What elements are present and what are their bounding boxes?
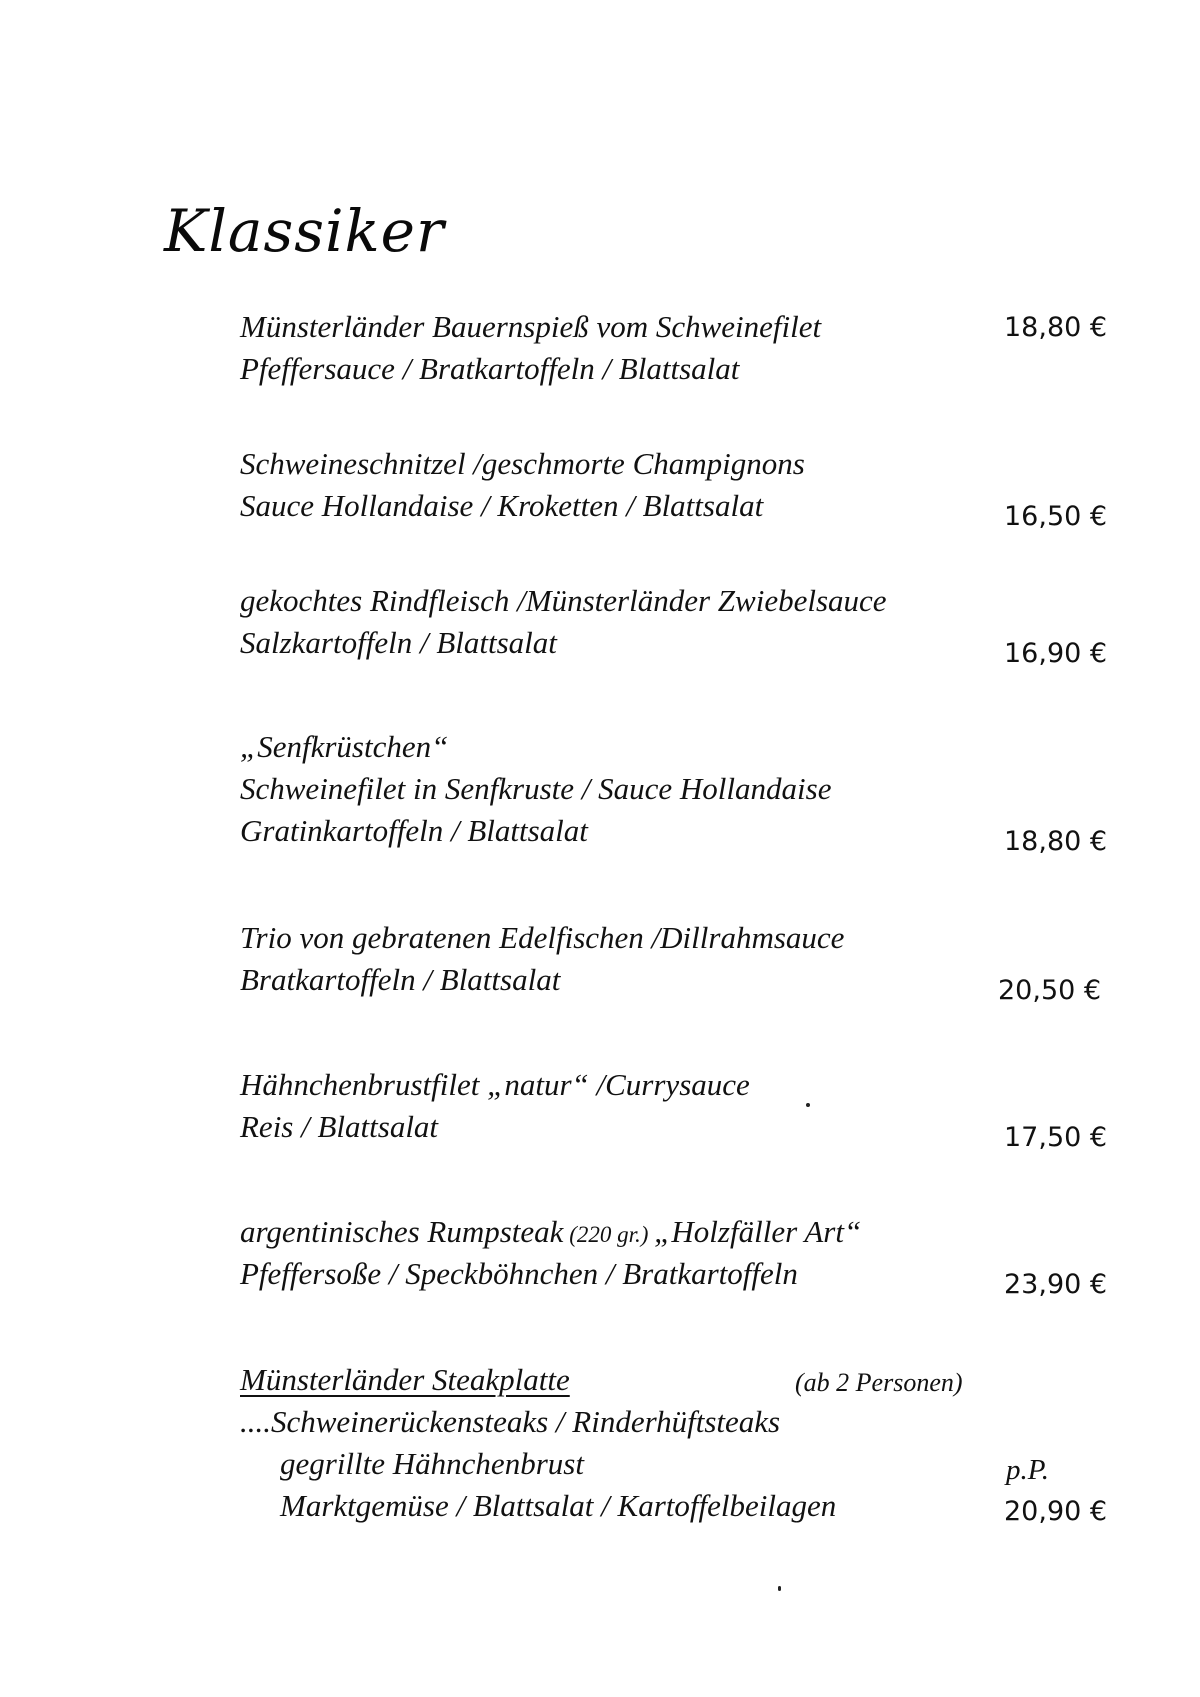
item-2-line-2: Sauce Hollandaise / Kroketten / Blattsalat bbox=[240, 488, 764, 523]
item-4-line-1: „Senfkrüstchen“ bbox=[240, 729, 449, 764]
item-8-line-2: gegrillte Hähnchenbrust bbox=[280, 1446, 584, 1481]
item-8-per-person: p.P. bbox=[1006, 1454, 1049, 1486]
item-4-line-2: Schweinefilet in Senfkruste / Sauce Hollandaise bbox=[240, 771, 832, 806]
item-8-price: 20,90 € bbox=[1004, 1496, 1108, 1527]
ink-speck bbox=[778, 1586, 781, 1591]
item-4-line-3: Gratinkartoffeln / Blattsalat bbox=[240, 813, 588, 848]
item-7-style: „Holzfäller Art“ bbox=[654, 1214, 862, 1249]
item-3-line-2: Salzkartoffeln / Blattsalat bbox=[240, 625, 557, 660]
item-7-line-1 bbox=[240, 1212, 861, 1255]
item-3-price: 16,90 € bbox=[1004, 638, 1108, 669]
item-7-price: 23,90 € bbox=[1004, 1269, 1108, 1300]
item-7-weight: (220 gr.) bbox=[563, 1222, 655, 1247]
item-8-line-3: Marktgemüse / Blattsalat / Kartoffelbeilagen bbox=[280, 1488, 837, 1523]
item-8-heading: Münsterländer Steakplatte bbox=[240, 1362, 570, 1397]
item-2-price: 16,50 € bbox=[1004, 501, 1108, 532]
ink-speck bbox=[806, 1103, 810, 1107]
item-8-note: (ab 2 Personen) bbox=[795, 1368, 963, 1397]
item-6-line-1: Hähnchenbrustfilet „natur“ /Currysauce bbox=[240, 1067, 750, 1102]
item-4-price: 18,80 € bbox=[1004, 826, 1108, 857]
item-2-line-1: Schweineschnitzel /geschmorte Champignons bbox=[240, 446, 805, 481]
item-7-line-2: Pfeffersoße / Speckböhnchen / Bratkartoffeln bbox=[240, 1256, 798, 1291]
item-1-line-1: Münsterländer Bauernspieß vom Schweinefilet bbox=[240, 309, 822, 344]
item-5-price: 20,50 € bbox=[998, 975, 1102, 1006]
item-1-line-2: Pfeffersauce / Bratkartoffeln / Blattsalat bbox=[240, 351, 740, 386]
page-title: Klassiker bbox=[164, 197, 445, 265]
item-8-line-1: ....Schweinerückensteaks / Rinderhüftsteaks bbox=[240, 1404, 781, 1439]
item-7-name: argentinisches Rumpsteak bbox=[240, 1214, 564, 1249]
item-6-line-2: Reis / Blattsalat bbox=[240, 1109, 439, 1144]
item-5-line-2: Bratkartoffeln / Blattsalat bbox=[240, 962, 561, 997]
item-1-price: 18,80 € bbox=[1004, 312, 1108, 343]
item-5-line-1: Trio von gebratenen Edelfischen /Dillrahmsauce bbox=[240, 920, 845, 955]
item-6-price: 17,50 € bbox=[1004, 1122, 1108, 1153]
item-3-line-1: gekochtes Rindfleisch /Münsterländer Zwiebelsauce bbox=[240, 583, 887, 618]
